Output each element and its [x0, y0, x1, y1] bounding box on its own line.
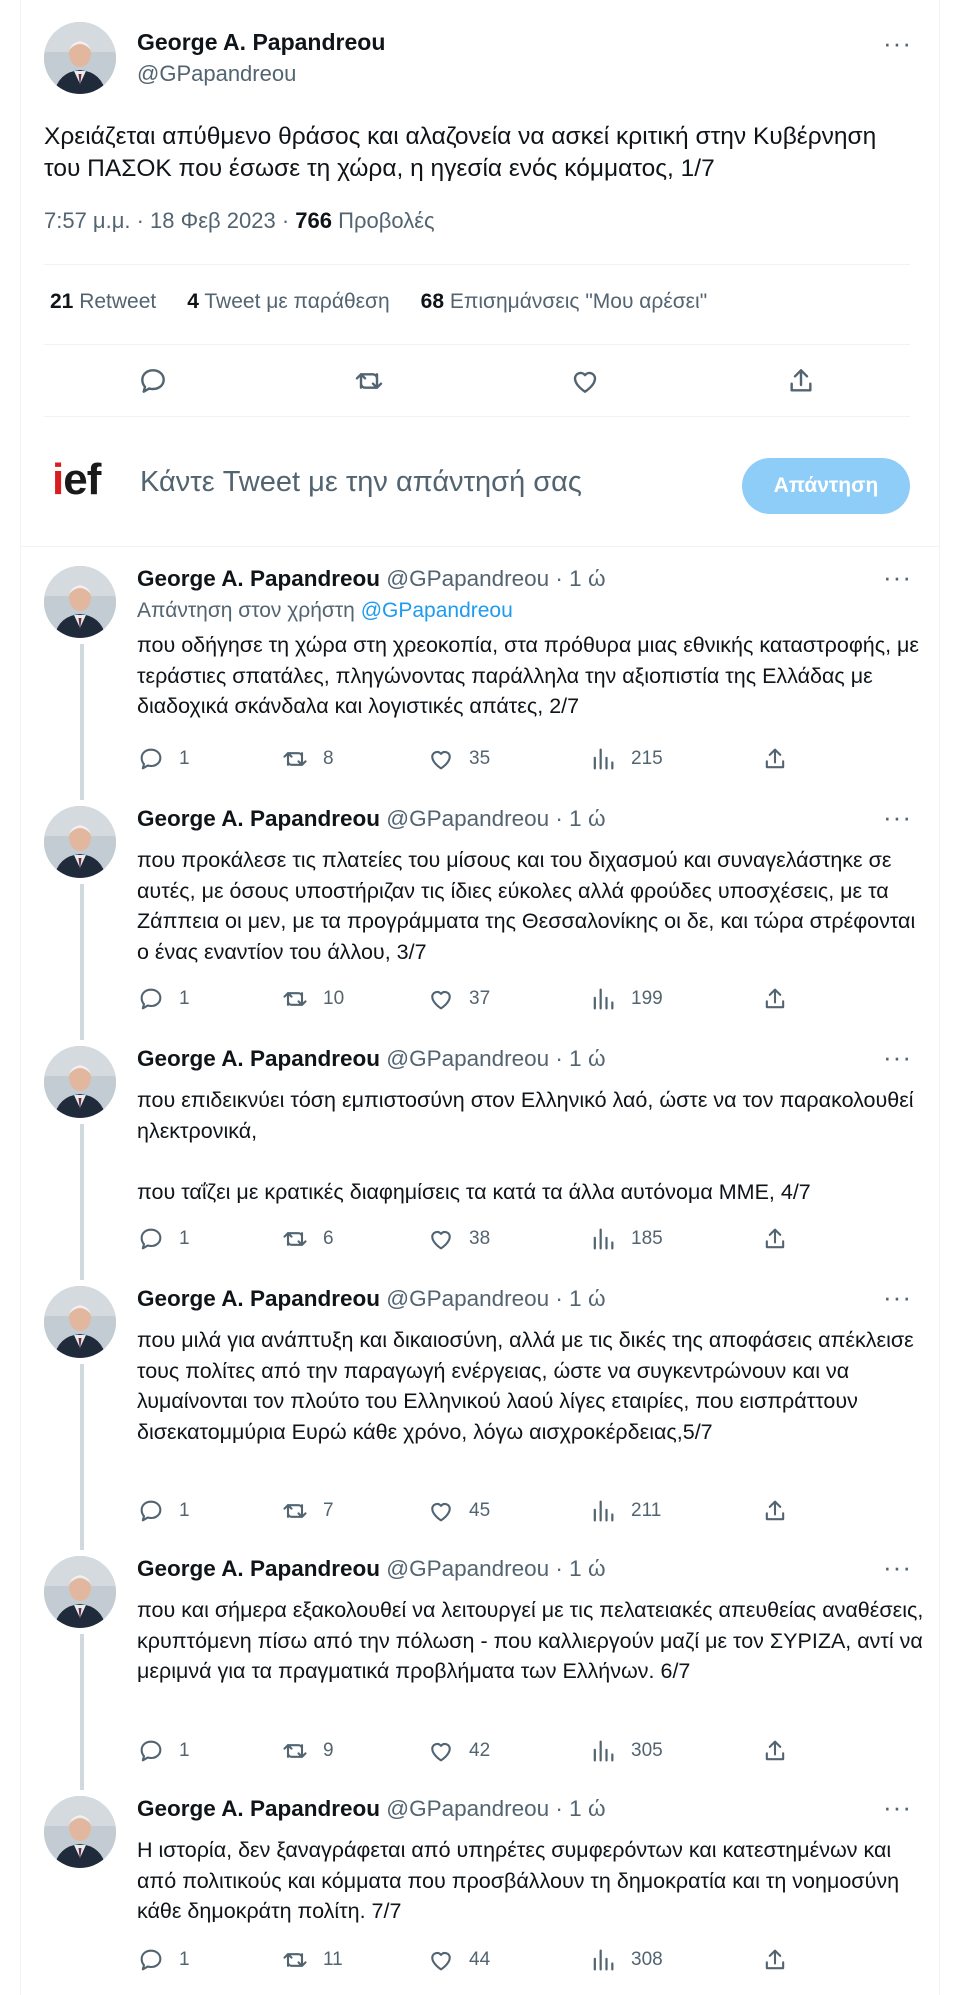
views-count: 185 [631, 1228, 663, 1249]
more-icon[interactable]: ··· [883, 802, 912, 832]
reply-header [137, 1046, 606, 1072]
views-action[interactable] [589, 1496, 661, 1526]
author-name[interactable]: George A. Papandreou [137, 29, 386, 55]
reply-actions [137, 1224, 797, 1254]
reply-header [137, 1286, 606, 1312]
retweet-icon[interactable] [281, 745, 309, 773]
views-icon[interactable] [589, 1737, 617, 1765]
divider [44, 344, 910, 345]
retweet-count: 7 [323, 1500, 334, 1521]
views-count: 199 [631, 988, 663, 1009]
views-action[interactable] [589, 984, 663, 1014]
views-count: 308 [631, 1949, 663, 1970]
like-icon[interactable] [427, 1737, 455, 1765]
author-name[interactable]: George A. Papandreou [137, 806, 380, 831]
retweet-action[interactable] [281, 1736, 334, 1766]
avatar-photo [44, 22, 116, 94]
views-count: 215 [631, 748, 663, 769]
like-action[interactable] [427, 1945, 490, 1975]
like-icon[interactable] [427, 1225, 455, 1253]
retweet-count: 10 [323, 988, 345, 1009]
reply-icon[interactable] [137, 1737, 165, 1765]
like-count: 45 [469, 1500, 491, 1521]
retweet-icon[interactable] [281, 1737, 309, 1765]
views-count: 766 [295, 208, 332, 233]
reply-action[interactable] [137, 1224, 190, 1254]
reply-count: 1 [179, 1228, 190, 1249]
views-label: Προβολές [331, 208, 435, 233]
like-icon[interactable] [427, 985, 455, 1013]
like-action[interactable] [427, 1224, 490, 1254]
author-name[interactable]: George A. Papandreou [137, 1286, 380, 1311]
share-icon[interactable] [761, 1737, 789, 1765]
like-count: 42 [469, 1740, 491, 1761]
like-icon[interactable] [427, 745, 455, 773]
share-action[interactable] [761, 984, 789, 1014]
reply-count: 1 [179, 1949, 190, 1970]
reply-header [137, 566, 606, 592]
likes-stat[interactable]: 68 Επισημάνσεις "Μου αρέσει" [420, 290, 708, 313]
reply-text: Η ιστορία, δεν ξαναγράφεται από υπηρέτες συμφερόντων και κατεστημένων και από πολιτικούς και κόμματα που προσβάλλουν τη δημοκρατία και τη νοημοσύνη κάθε δημοκράτη πολίτη. 7/7 [137, 1838, 900, 1923]
like-icon[interactable] [427, 1497, 455, 1525]
retweet-action[interactable] [281, 1496, 334, 1526]
reply-icon[interactable] [137, 365, 169, 397]
share-icon[interactable] [761, 1497, 789, 1525]
views-icon[interactable] [589, 1225, 617, 1253]
retweets-stat[interactable]: 21 Retweet [50, 290, 157, 313]
author-name[interactable]: George A. Papandreou [137, 1556, 380, 1581]
avatar[interactable] [44, 1046, 116, 1118]
reply-action[interactable] [137, 1496, 190, 1526]
thread-connector-line [80, 1364, 84, 1550]
avatar[interactable] [44, 1796, 116, 1868]
divider [44, 416, 910, 417]
author-handle[interactable]: @GPapandreou [137, 61, 297, 86]
retweet-count: 11 [323, 1949, 343, 1970]
avatar[interactable] [44, 566, 116, 638]
like-icon[interactable] [569, 365, 601, 397]
reply-action[interactable] [137, 744, 190, 774]
reply-input[interactable]: Κάντε Tweet με την απάντησή σας [140, 466, 582, 498]
tweet-meta [44, 208, 435, 234]
share-action[interactable] [761, 1224, 789, 1254]
views-action[interactable] [589, 1945, 663, 1975]
reply-text: που μιλά για ανάπτυξη και δικαιοσύνη, αλλά με τις δικές της αποφάσεις απέκλεισε τους πολίτες από την παραγωγή ενέργειας, ώστε να συγκεντρώνουν και να λυμαίνονται τον πλούτο του Ελληνικού λαού λίγες εταιρίες, που εισπράττουν δισεκατομμύρια Ευρώ κάθε χρόνο, λόγω αισχροκέρδειας,5/7 [137, 1328, 914, 1444]
avatar-photo [44, 1796, 116, 1868]
views-icon[interactable] [589, 745, 617, 773]
views-count: 305 [631, 1740, 663, 1761]
reply-icon[interactable] [137, 745, 165, 773]
reply-button[interactable]: Απάντηση [742, 458, 910, 514]
avatar-photo [44, 1286, 116, 1358]
retweet-icon[interactable] [281, 1497, 309, 1525]
avatar[interactable] [44, 22, 116, 94]
share-action[interactable] [761, 1496, 789, 1526]
like-action[interactable] [427, 984, 490, 1014]
share-action[interactable] [761, 744, 789, 774]
reply-count: 1 [179, 988, 190, 1009]
like-action[interactable] [427, 744, 490, 774]
reply-text: που επιδεικνύει τόση εμπιστοσύνη στον Ελληνικό λαό, ώστε να τον παρακολουθεί ηλεκτρονικά, που ταΐζει με κρατικές διαφημίσεις τα κατά τα άλλα αυτόνομα ΜΜΕ, 4/7 [137, 1088, 914, 1204]
author-name[interactable]: George A. Papandreou [137, 566, 380, 591]
more-icon[interactable]: ··· [883, 1552, 912, 1582]
author-handle-time[interactable]: @GPapandreou · 1 ώ [386, 566, 606, 591]
reply-actions [137, 744, 797, 774]
like-count: 35 [469, 748, 491, 769]
reply-text: που και σήμερα εξακολουθεί να λειτουργεί με τις πελατειακές απευθείας αναθέσεις, κρυπτόμενη πίσω από την πόλωση - που καλλιεργούν μαζί με τον ΣΥΡΙΖΑ, αντί να μεριμνά για τα πραγματικά προβλήματα των Ελλήνων. 6/7 [137, 1598, 924, 1683]
avatar-photo [44, 566, 116, 638]
avatar-photo [44, 1556, 116, 1628]
author-handle-time[interactable]: @GPapandreou · 1 ώ [386, 1286, 606, 1311]
section-divider [20, 546, 940, 547]
reply-icon[interactable] [137, 985, 165, 1013]
views-icon[interactable] [589, 1946, 617, 1974]
reply-count: 1 [179, 1500, 190, 1521]
tweet-timestamp[interactable]: 7:57 μ.μ. · 18 Φεβ 2023 · [44, 208, 296, 233]
views-action[interactable] [589, 744, 663, 774]
thread-connector-line [80, 644, 84, 800]
more-icon[interactable]: ··· [883, 562, 912, 592]
thread-connector-line [80, 1124, 84, 1280]
replying-to: Απάντηση στον χρήστη @GPapandreou [137, 599, 513, 622]
retweet-icon[interactable] [281, 985, 309, 1013]
retweet-count: 9 [323, 1740, 334, 1761]
reply-action[interactable] [137, 1945, 190, 1975]
more-icon[interactable]: ··· [883, 28, 912, 58]
author-handle-time[interactable]: @GPapandreou · 1 ώ [386, 1046, 606, 1071]
retweet-action[interactable] [281, 984, 344, 1014]
user-avatar-logo[interactable]: ief [52, 455, 101, 504]
retweet-count: 8 [323, 748, 334, 769]
reply-count: 1 [179, 1740, 190, 1761]
reply-text: που προκάλεσε τις πλατείες του μίσους και του διχασμού και συναγελάστηκε σε αυτές, με όσους υποστήριζαν τις ίδιες εύκολες αλλά φρούδες υποσχέσεις, με τα Ζάππεια οι μεν, με τα προγράμματα της Θεσσαλονίκης οι δε, και τώρα στρέφονται ο ένας εναντίον του άλλου, 3/7 [137, 848, 916, 964]
more-icon[interactable]: ··· [883, 1282, 912, 1312]
share-icon[interactable] [785, 365, 817, 397]
author-name[interactable]: George A. Papandreou [137, 1796, 380, 1821]
divider [44, 264, 910, 265]
share-action[interactable] [761, 1736, 789, 1766]
like-action[interactable] [427, 1736, 490, 1766]
views-icon[interactable] [589, 985, 617, 1013]
author-handle-time[interactable]: @GPapandreou · 1 ώ [386, 1556, 606, 1581]
share-icon[interactable] [761, 1946, 789, 1974]
views-action[interactable] [589, 1224, 663, 1254]
reply-actions [137, 1736, 797, 1766]
like-count: 37 [469, 988, 491, 1009]
share-icon[interactable] [761, 985, 789, 1013]
author-handle-time[interactable]: @GPapandreou · 1 ώ [386, 806, 606, 831]
avatar[interactable] [44, 806, 116, 878]
replying-to-link[interactable]: @GPapandreou [360, 599, 513, 622]
retweet-action[interactable] [281, 744, 334, 774]
reply-header [137, 1556, 606, 1582]
reply-icon[interactable] [137, 1497, 165, 1525]
retweet-icon[interactable] [281, 1946, 309, 1974]
avatar[interactable] [44, 1286, 116, 1358]
retweet-action[interactable] [281, 1945, 343, 1975]
reply-text: που οδήγησε τη χώρα στη χρεοκοπία, στα πρόθυρα μιας εθνικής καταστροφής, με τεράστιες σπατάλες, πληγώνοντας παράλληλα την αξιοπιστία της Ελλάδας με διαδοχικά σκάνδαλα και λογιστικές απάτες, 2/7 [137, 633, 919, 718]
retweet-count: 6 [323, 1228, 334, 1249]
reply-actions [137, 1945, 797, 1975]
like-icon[interactable] [427, 1946, 455, 1974]
share-icon[interactable] [761, 745, 789, 773]
share-action[interactable] [761, 1945, 789, 1975]
retweet-action[interactable] [281, 1224, 334, 1254]
reply-header [137, 806, 606, 832]
thread-connector-line [80, 884, 84, 1040]
reply-icon[interactable] [137, 1946, 165, 1974]
reply-actions [137, 1496, 797, 1526]
more-icon[interactable]: ··· [883, 1792, 912, 1822]
reply-header [137, 1796, 606, 1822]
like-count: 38 [469, 1228, 491, 1249]
reply-actions [137, 984, 797, 1014]
reply-action[interactable] [137, 984, 190, 1014]
like-action[interactable] [427, 1496, 490, 1526]
views-icon[interactable] [589, 1497, 617, 1525]
reply-count: 1 [179, 748, 190, 769]
retweet-icon[interactable] [281, 1225, 309, 1253]
share-icon[interactable] [761, 1225, 789, 1253]
more-icon[interactable]: ··· [883, 1042, 912, 1072]
like-count: 44 [469, 1949, 491, 1970]
reply-action[interactable] [137, 1736, 190, 1766]
avatar[interactable] [44, 1556, 116, 1628]
views-action[interactable] [589, 1736, 663, 1766]
engagement-stats [50, 290, 707, 314]
thread-connector-line [80, 1634, 84, 1790]
views-count: 211 [631, 1500, 662, 1521]
author-handle-time[interactable]: @GPapandreou · 1 ώ [386, 1796, 606, 1821]
author-name[interactable]: George A. Papandreou [137, 1046, 380, 1071]
avatar-photo [44, 1046, 116, 1118]
retweet-icon[interactable] [353, 365, 385, 397]
quotes-stat[interactable]: 4 Tweet με παράθεση [187, 290, 390, 313]
tweet-text: Χρειάζεται απύθμενο θράσος και αλαζονεία να ασκεί κριτική στην Κυβέρνηση του ΠΑΣΟΚ που έσωσε τη χώρα, η ηγεσία ενός κόμματος, 1/7 [44, 123, 877, 182]
reply-icon[interactable] [137, 1225, 165, 1253]
avatar-photo [44, 806, 116, 878]
